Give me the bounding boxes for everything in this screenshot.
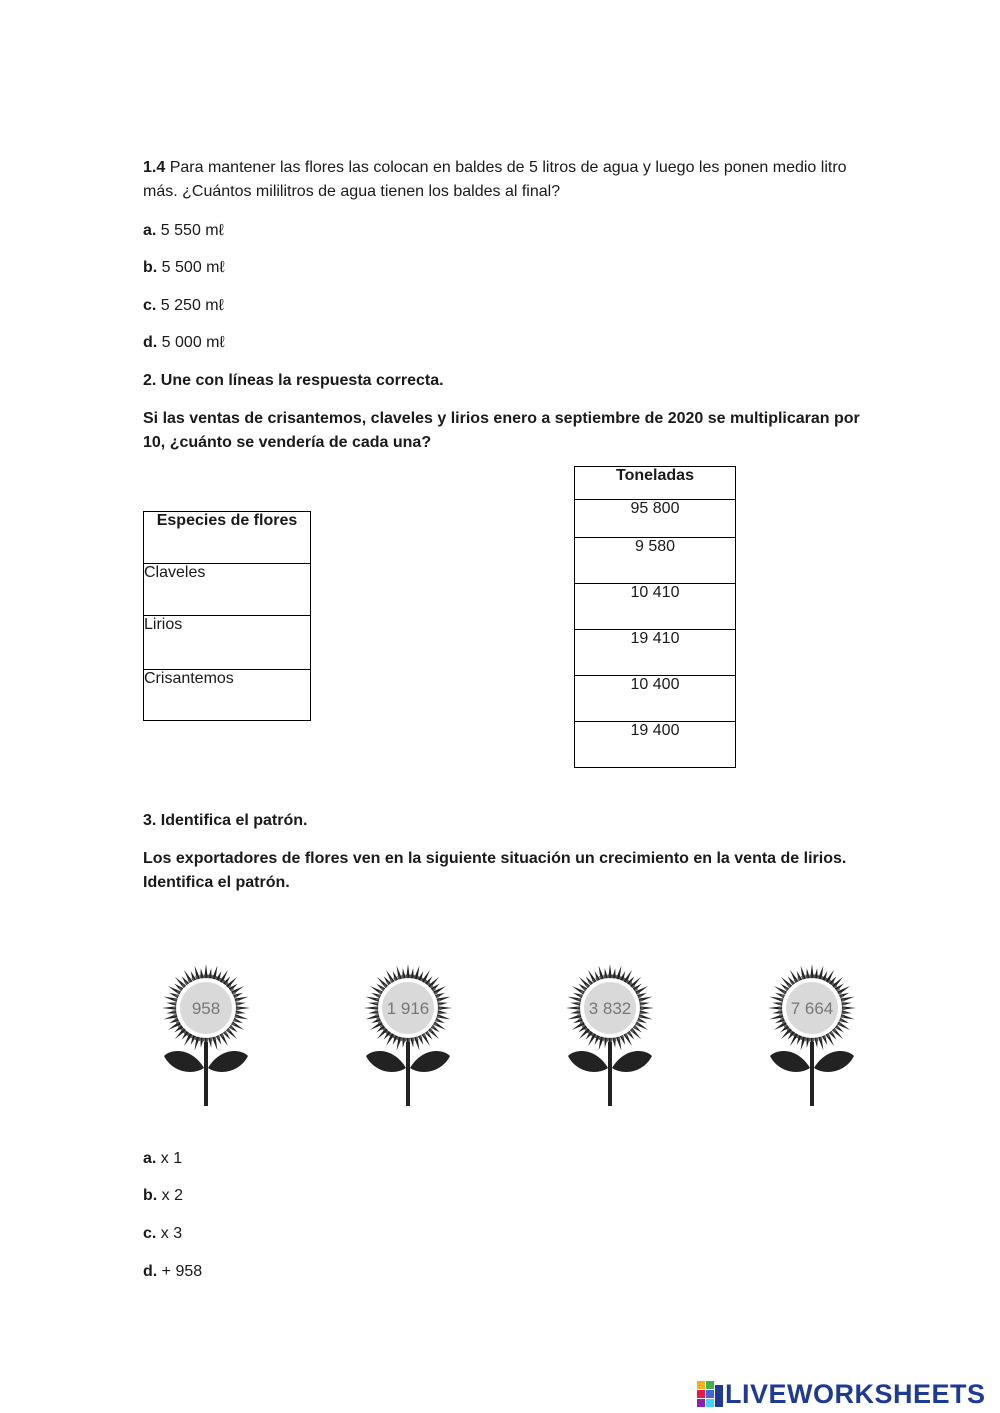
leaf-left bbox=[366, 1051, 406, 1072]
question-text: Para mantener las flores las colocan en baldes de 5 litros de agua y luego les ponen medio litro más. ¿Cuántos mililitros de agua tienen los baldes al final? bbox=[143, 159, 847, 200]
question-3-prompt: Los exportadores de flores ven en la siguiente situación un crecimiento en la venta de lirios. Identifica el patrón. bbox=[143, 850, 847, 891]
tonnes-cell[interactable]: 19 400 bbox=[575, 722, 736, 768]
option-letter: a. bbox=[143, 1150, 157, 1167]
leaf-left bbox=[770, 1051, 810, 1072]
option-letter: b. bbox=[143, 259, 158, 276]
option-b[interactable] bbox=[143, 258, 225, 278]
tonnes-cell[interactable]: 10 410 bbox=[575, 584, 736, 630]
tonnes-table bbox=[574, 466, 736, 768]
stem bbox=[608, 1042, 612, 1106]
option-c[interactable] bbox=[143, 296, 224, 316]
logo-blocks-icon bbox=[697, 1381, 723, 1407]
pattern-option-a[interactable] bbox=[143, 1149, 182, 1169]
flower-1 bbox=[156, 960, 256, 1110]
flower-3 bbox=[560, 960, 660, 1110]
flower-number: 1 916 bbox=[386, 999, 430, 1018]
flower-number: 958 bbox=[191, 999, 221, 1018]
flower-4 bbox=[762, 960, 862, 1110]
flower-2 bbox=[358, 960, 458, 1110]
option-letter: b. bbox=[143, 1187, 158, 1204]
tonnes-cell[interactable]: 10 400 bbox=[575, 676, 736, 722]
species-cell-lirios[interactable]: Lirios bbox=[144, 616, 311, 670]
tonnes-cell[interactable]: 9 580 bbox=[575, 538, 736, 584]
tonnes-cell[interactable]: 19 410 bbox=[575, 630, 736, 676]
option-letter: c. bbox=[143, 1225, 157, 1242]
leaf-left bbox=[568, 1051, 608, 1072]
leaf-right bbox=[814, 1051, 854, 1072]
pattern-option-d[interactable] bbox=[143, 1262, 202, 1282]
sunflower-icon bbox=[156, 960, 256, 1110]
tonnes-header: Toneladas bbox=[575, 467, 736, 500]
option-letter: d. bbox=[143, 1263, 158, 1280]
species-header: Especies de flores bbox=[144, 512, 311, 564]
pattern-option-b[interactable] bbox=[143, 1186, 183, 1206]
option-text: + 958 bbox=[161, 1263, 203, 1280]
species-cell-claveles[interactable]: Claveles bbox=[144, 564, 311, 616]
species-table bbox=[143, 511, 311, 721]
flower-number: 3 832 bbox=[588, 999, 632, 1018]
sunflower-icon bbox=[358, 960, 458, 1110]
brand-name: LIVEWORKSHEETS bbox=[725, 1378, 986, 1409]
leaf-left bbox=[164, 1051, 204, 1072]
question-2-prompt: Si las ventas de crisantemos, claveles y lirios enero a septiembre de 2020 se multiplicaran por 10, ¿cuánto se vendería de cada una? bbox=[143, 410, 860, 451]
option-text: x 3 bbox=[160, 1225, 183, 1242]
species-cell-crisantemos[interactable]: Crisantemos bbox=[144, 670, 311, 721]
option-text: 5 250 mℓ bbox=[160, 297, 224, 314]
flower-number: 7 664 bbox=[790, 999, 834, 1018]
option-letter: a. bbox=[143, 222, 157, 239]
option-letter: c. bbox=[143, 297, 157, 314]
option-text: 5 000 mℓ bbox=[161, 334, 225, 351]
option-text: 5 500 mℓ bbox=[161, 259, 225, 276]
stem bbox=[810, 1042, 814, 1106]
question-number: 1.4 bbox=[143, 159, 166, 176]
option-letter: d. bbox=[143, 334, 158, 351]
option-d[interactable] bbox=[143, 333, 225, 353]
stem bbox=[204, 1042, 208, 1106]
pattern-option-c[interactable] bbox=[143, 1224, 182, 1244]
stem bbox=[406, 1042, 410, 1106]
sunflower-icon bbox=[560, 960, 660, 1110]
option-text: x 1 bbox=[160, 1150, 183, 1167]
tonnes-cell[interactable]: 95 800 bbox=[575, 500, 736, 538]
liveworksheets-logo[interactable] bbox=[697, 1378, 986, 1410]
leaf-right bbox=[410, 1051, 450, 1072]
question-2-title: 2. Une con líneas la respuesta correcta. bbox=[143, 372, 444, 389]
question-1-4 bbox=[143, 156, 873, 204]
option-text: x 2 bbox=[161, 1187, 184, 1204]
question-3-title: 3. Identifica el patrón. bbox=[143, 812, 308, 829]
leaf-right bbox=[612, 1051, 652, 1072]
leaf-right bbox=[208, 1051, 248, 1072]
option-text: 5 550 mℓ bbox=[160, 222, 224, 239]
sunflower-icon bbox=[762, 960, 862, 1110]
option-a[interactable] bbox=[143, 221, 224, 241]
